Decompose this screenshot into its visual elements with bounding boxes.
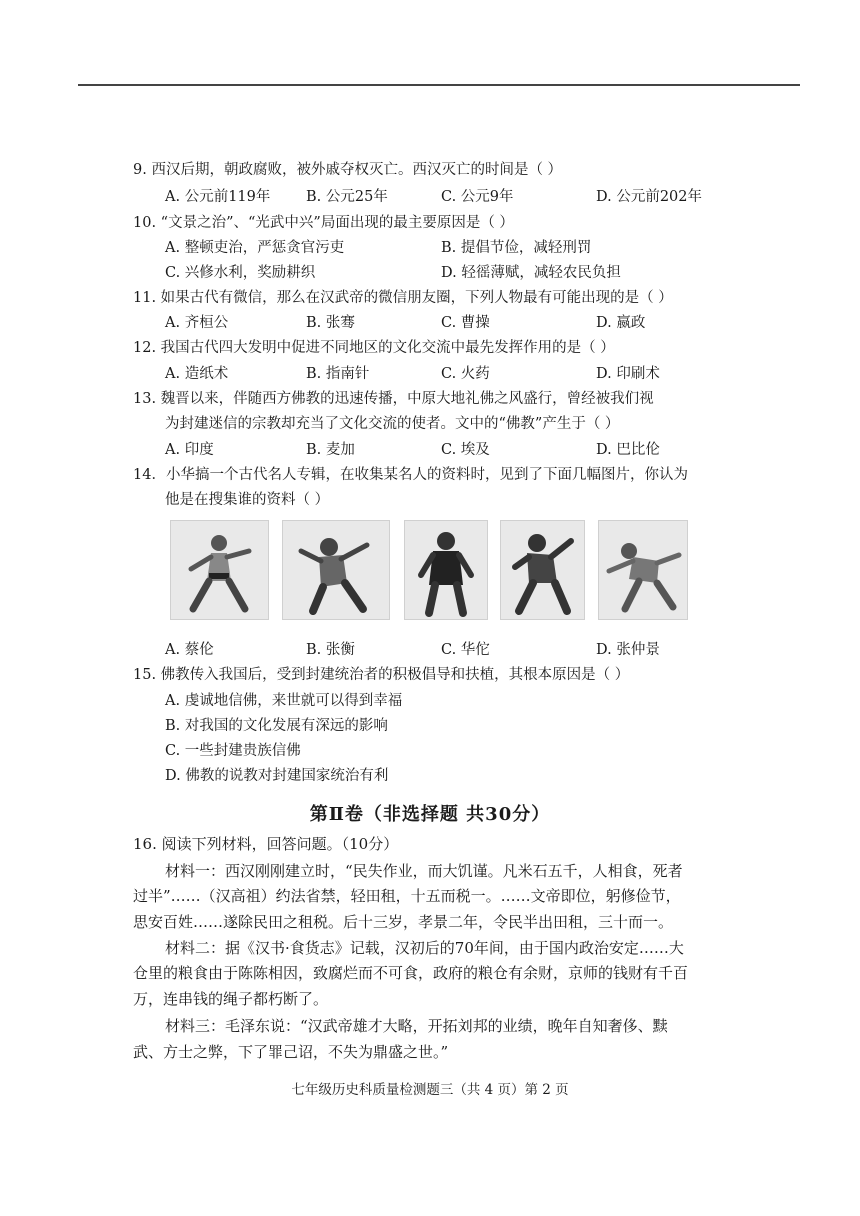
q14-option-a: A. 蔡伦 xyxy=(165,642,214,658)
figure-pose-2-drawing xyxy=(283,521,389,619)
q16-material3-line2: 武、方士之弊，下了罪己诏，不失为鼎盛之世。” xyxy=(133,1043,449,1061)
figure-pose-5 xyxy=(598,520,688,620)
q16-material2-line3: 万，连串钱的绳子都朽断了。 xyxy=(133,990,329,1008)
figure-pose-3-drawing xyxy=(405,521,487,619)
q16-material2-line2: 仓里的粮食由于陈陈相因，致腐烂而不可食，政府的粮仓有余财，京师的钱财有千百 xyxy=(133,964,689,982)
q10-option-d: D. 轻徭薄赋，减轻农民负担 xyxy=(441,265,621,281)
q14-stem-line1: 14．小华搞一个古代名人专辑，在收集某名人的资料时，见到了下面几幅图片，你认为 xyxy=(133,467,688,483)
q16-material1-line2: 过半”……（汉高祖）约法省禁，轻田租，十五而税一。……文帝即位，躬修俭节， xyxy=(133,887,681,905)
q9-stem: 9. 西汉后期，朝政腐败，被外戚夺权灭亡。西汉灭亡的时间是（ ） xyxy=(133,162,563,178)
figure-pose-5-drawing xyxy=(599,521,687,619)
q12-option-c: C. 火药 xyxy=(441,366,490,382)
q14-option-d: D. 张仲景 xyxy=(596,642,660,658)
q11-option-a: A. 齐桓公 xyxy=(165,315,229,331)
q16-material1-line1: 材料一：西汉刚刚建立时，“民失作业，而大饥谨。凡米石五千，人相食，死者 xyxy=(165,862,683,880)
figure-pose-1 xyxy=(170,520,269,620)
q16-material2-line1: 材料二：据《汉书·食货志》记载，汉初后的70年间，由于国内政治安定……大 xyxy=(165,939,684,957)
q13-stem-line2: 为封建迷信的宗教却充当了文化交流的使者。文中的“佛教”产生于（ ） xyxy=(165,416,620,432)
q13-option-a: A. 印度 xyxy=(165,442,214,458)
q15-option-c: C. 一些封建贵族信佛 xyxy=(165,743,301,759)
q11-option-c: C. 曹操 xyxy=(441,315,490,331)
figure-pose-1-drawing xyxy=(171,521,268,619)
q11-option-b: B. 张骞 xyxy=(306,315,355,331)
figure-pose-4-drawing xyxy=(501,521,584,619)
section-2-title: 第Ⅱ卷（非选择题 共30分） xyxy=(309,804,551,825)
q10-stem: 10. “文景之治”、“光武中兴”局面出现的最主要原因是（ ） xyxy=(133,215,514,231)
top-rule xyxy=(78,84,800,86)
q9-option-a: A. 公元前119年 xyxy=(165,189,271,205)
q14-option-c: C. 华佗 xyxy=(441,642,490,658)
q16-material3-line1: 材料三：毛泽东说：“汉武帝雄才大略，开拓刘邦的业绩，晚年自知奢侈、黩 xyxy=(165,1017,668,1035)
q9-option-b: B. 公元25年 xyxy=(306,189,388,205)
q13-option-c: C. 埃及 xyxy=(441,442,490,458)
q12-stem: 12. 我国古代四大发明中促进不同地区的文化交流中最先发挥作用的是（ ） xyxy=(133,340,615,356)
q12-option-d: D. 印刷术 xyxy=(596,366,660,382)
q11-stem: 11. 如果古代有微信，那么在汉武帝的微信朋友圈，下列人物最有可能出现的是（ ） xyxy=(133,290,673,306)
page-footer: 七年级历史科质量检测题三（共 4 页）第 2 页 xyxy=(291,1082,569,1098)
q9-option-c: C. 公元9年 xyxy=(441,189,514,205)
q16-stem: 16. 阅读下列材料，回答问题。（10分） xyxy=(133,835,399,853)
q12-option-b: B. 指南针 xyxy=(306,366,370,382)
figure-pose-4 xyxy=(500,520,585,620)
q10-option-c: C. 兴修水利，奖励耕织 xyxy=(165,265,316,281)
q10-option-b: B. 提倡节俭，减轻刑罚 xyxy=(441,240,592,256)
q12-option-a: A. 造纸术 xyxy=(165,366,229,382)
q13-option-d: D. 巴比伦 xyxy=(596,442,660,458)
q13-option-b: B. 麦加 xyxy=(306,442,355,458)
q15-option-d: D. 佛教的说教对封建国家统治有利 xyxy=(165,768,389,784)
q16-material1-line3: 思安百姓……遂除民田之租税。后十三岁，孝景二年，令民半出田租，三十而一。 xyxy=(133,913,674,931)
q13-stem-line1: 13. 魏晋以来，伴随西方佛教的迅速传播，中原大地礼佛之风盛行，曾经被我们视 xyxy=(133,391,654,407)
figure-pose-2 xyxy=(282,520,390,620)
q15-option-a: A. 虔诚地信佛，来世就可以得到幸福 xyxy=(165,693,403,709)
q14-stem-line2: 他是在搜集谁的资料（ ） xyxy=(165,492,330,508)
q14-option-b: B. 张衡 xyxy=(306,642,355,658)
q10-option-a: A. 整顿吏治，严惩贪官污吏 xyxy=(165,240,345,256)
q15-option-b: B. 对我国的文化发展有深远的影响 xyxy=(165,718,388,734)
figure-pose-3 xyxy=(404,520,488,620)
q11-option-d: D. 嬴政 xyxy=(596,315,646,331)
q9-option-d: D. 公元前202年 xyxy=(596,189,703,205)
q15-stem: 15. 佛教传入我国后，受到封建统治者的积极倡导和扶植，其根本原因是（ ） xyxy=(133,667,630,683)
